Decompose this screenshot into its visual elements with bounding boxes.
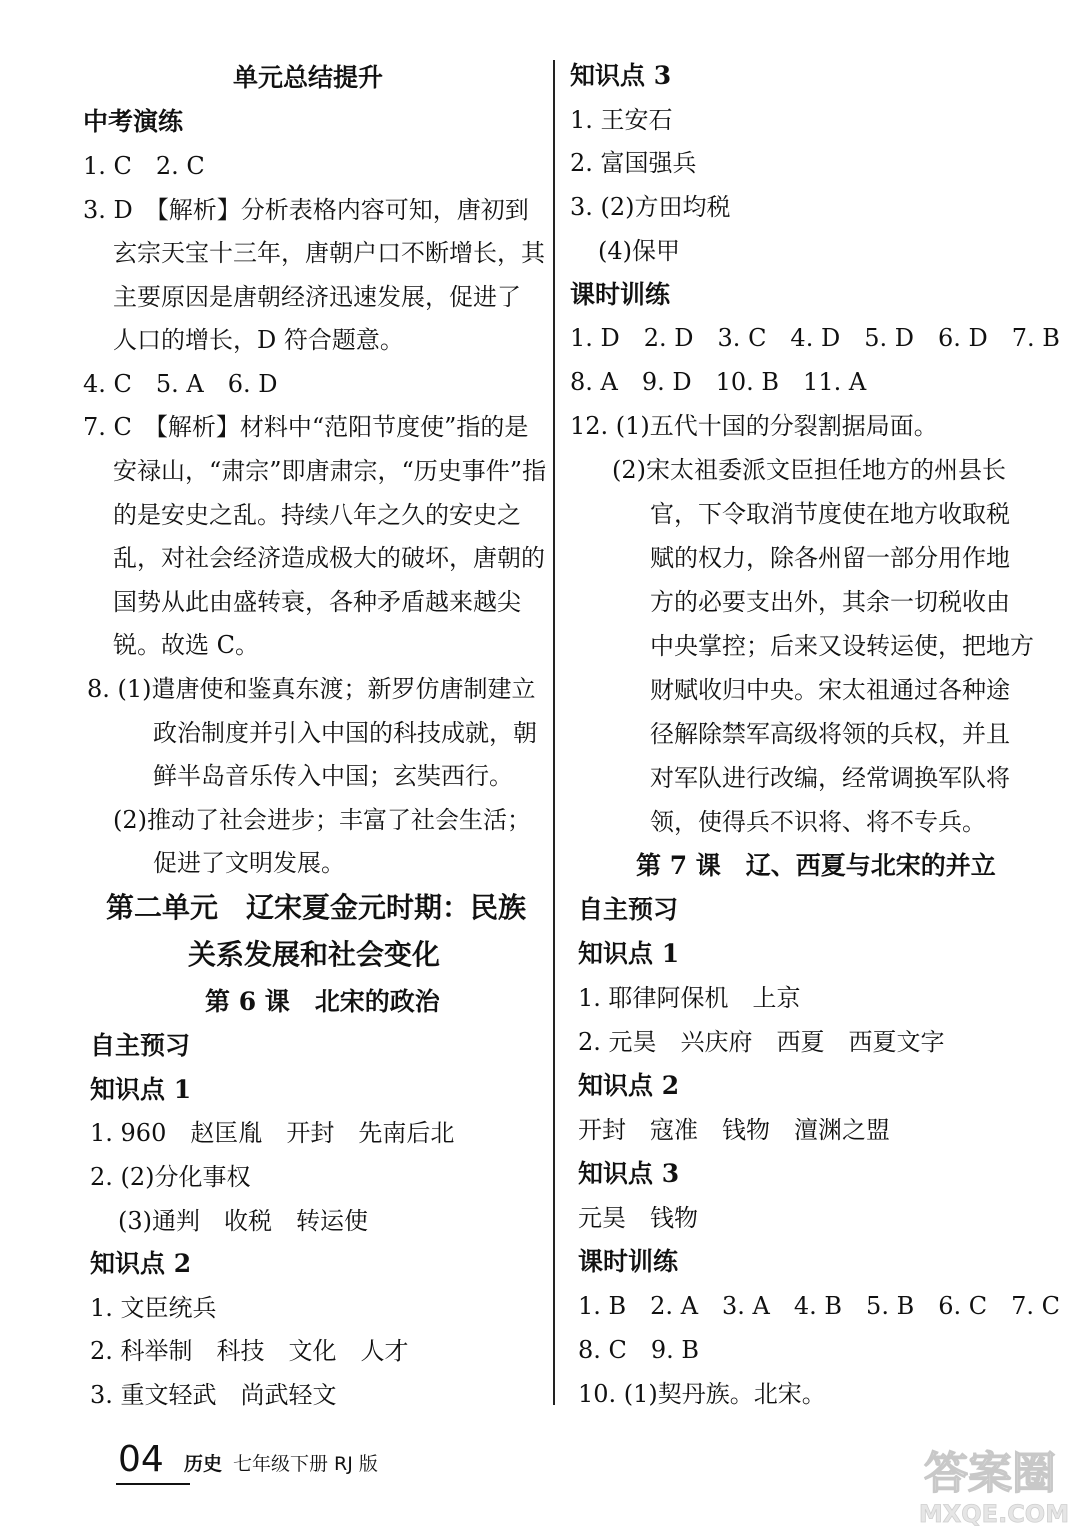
answer-line: (2)推动了社会进步；丰富了社会生活； bbox=[113, 806, 531, 834]
answer-line: 官，下令取消节度使在地方收取税 bbox=[650, 500, 1010, 528]
answer-line: 2. (2)分化事权 bbox=[90, 1163, 251, 1191]
answer-line: 人口的增长，D 符合题意。 bbox=[113, 326, 404, 354]
lesson-title: 第 6 课 北宋的政治 bbox=[205, 987, 440, 1016]
answer-line: 1. 960 赵匡胤 开封 先南后北 bbox=[90, 1119, 455, 1147]
knowledge-point-heading: 知识点 2 bbox=[90, 1249, 192, 1278]
column-divider bbox=[553, 60, 555, 1405]
section-heading: 课时训练 bbox=[578, 1247, 679, 1276]
answer-line: 4. C 5. A 6. D bbox=[83, 370, 278, 398]
answer-line: 财赋收归中央。宋太祖通过各种途 bbox=[650, 676, 1010, 704]
answer-line: (2)宋太祖委派文臣担任地方的州县长 bbox=[612, 456, 1006, 484]
answer-line: 2. 富国强兵 bbox=[570, 149, 697, 177]
answer-line: 1. D 2. D 3. C 4. D 5. D 6. D 7. B bbox=[570, 324, 1060, 352]
answer-line: 3. D 【解析】分析表格内容可知，唐初到 bbox=[83, 196, 529, 224]
answer-line: 鲜半岛音乐传入中国；玄奘西行。 bbox=[153, 762, 513, 790]
answer-line: 领，使得兵不识将、将不专兵。 bbox=[650, 808, 986, 836]
answer-line: 锐。故选 C。 bbox=[113, 631, 259, 659]
answer-line: 1. C 2. C bbox=[83, 152, 205, 180]
answer-line: 10. (1)契丹族。北宋。 bbox=[578, 1380, 826, 1408]
answer-line: 赋的权力，除各州留一部分用作地 bbox=[650, 544, 1010, 572]
exam-heading: 中考演练 bbox=[83, 107, 184, 136]
answer-line: 8. (1)遣唐使和鉴真东渡；新罗仿唐制建立 bbox=[87, 675, 536, 703]
knowledge-point-heading: 知识点 3 bbox=[570, 61, 672, 90]
section-heading: 自主预习 bbox=[578, 895, 679, 924]
answer-line: 3. 重文轻武 尚武轻文 bbox=[90, 1381, 337, 1409]
page-number: 04 bbox=[118, 1439, 164, 1480]
lesson-title: 第 7 课 辽、西夏与北宋的并立 bbox=[636, 851, 996, 880]
answer-line: 政治制度并引入中国的科技成就，朝 bbox=[153, 719, 537, 747]
subject-label: 历史 bbox=[184, 1453, 223, 1475]
footer-underline bbox=[116, 1483, 190, 1485]
answer-line: 1. 耶律阿保机 上京 bbox=[578, 984, 801, 1012]
answer-line: (3)通判 收税 转运使 bbox=[118, 1207, 368, 1235]
answer-line: 径解除禁军高级将领的兵权，并且 bbox=[650, 720, 1010, 748]
knowledge-point-heading: 知识点 3 bbox=[578, 1159, 680, 1188]
answer-line: 7. C 【解析】材料中“范阳节度使”指的是 bbox=[83, 413, 529, 441]
answer-line: (4)保甲 bbox=[598, 237, 680, 265]
answer-line: 对军队进行改编，经常调换军队将 bbox=[650, 764, 1010, 792]
answer-line: 2. 科举制 科技 文化 人才 bbox=[90, 1337, 409, 1365]
answer-line: 开封 寇准 钱物 澶渊之盟 bbox=[578, 1116, 890, 1144]
answer-line: 12. (1)五代十国的分裂割据局面。 bbox=[570, 412, 938, 440]
answer-line: 8. C 9. B bbox=[578, 1336, 700, 1364]
knowledge-point-heading: 知识点 2 bbox=[578, 1071, 680, 1100]
watermark-logo bbox=[906, 1438, 1076, 1530]
watermark-text: 答案圈 bbox=[924, 1448, 1056, 1499]
answer-line: 8. A 9. D 10. B 11. A bbox=[570, 368, 867, 396]
grade-label: 七年级下册 RJ 版 bbox=[233, 1453, 378, 1475]
answer-line: 1. 文臣统兵 bbox=[90, 1294, 217, 1322]
answer-line: 元昊 钱物 bbox=[578, 1204, 698, 1232]
answer-line: 安禄山，“肃宗”即唐肃宗，“历史事件”指 bbox=[113, 457, 547, 485]
knowledge-point-heading: 知识点 1 bbox=[578, 939, 680, 968]
answer-line: 2. 元昊 兴庆府 西夏 西夏文字 bbox=[578, 1028, 945, 1056]
answer-line: 1. B 2. A 3. A 4. B 5. B 6. C 7. C bbox=[578, 1292, 1060, 1320]
answer-line: 3. (2)方田均税 bbox=[570, 193, 731, 221]
answer-line: 中央掌控；后来又设转运使，把地方 bbox=[650, 632, 1034, 660]
section-heading: 课时训练 bbox=[570, 280, 671, 309]
answer-line: 主要原因是唐朝经济迅速发展，促进了 bbox=[113, 283, 521, 311]
answer-line: 方的必要支出外，其余一切税收由 bbox=[650, 588, 1010, 616]
answer-line: 1. 王安石 bbox=[570, 106, 673, 134]
answer-line: 乱，对社会经济造成极大的破坏，唐朝的 bbox=[113, 544, 545, 572]
knowledge-point-heading: 知识点 1 bbox=[90, 1075, 192, 1104]
summary-title: 单元总结提升 bbox=[233, 63, 384, 92]
watermark-url: MXQE.COM bbox=[918, 1500, 1070, 1528]
answer-line: 促进了文明发展。 bbox=[153, 849, 345, 877]
answer-line: 的是安史之乱。持续八年之久的安史之 bbox=[113, 501, 521, 529]
answer-line: 玄宗天宝十三年，唐朝户口不断增长，其 bbox=[113, 239, 545, 267]
section-heading: 自主预习 bbox=[90, 1031, 191, 1060]
unit-title: 关系发展和社会变化 bbox=[188, 938, 441, 971]
answer-line: 国势从此由盛转衰，各种矛盾越来越尖 bbox=[113, 588, 521, 616]
unit-title: 第二单元 辽宋夏金元时期：民族 bbox=[106, 891, 527, 924]
